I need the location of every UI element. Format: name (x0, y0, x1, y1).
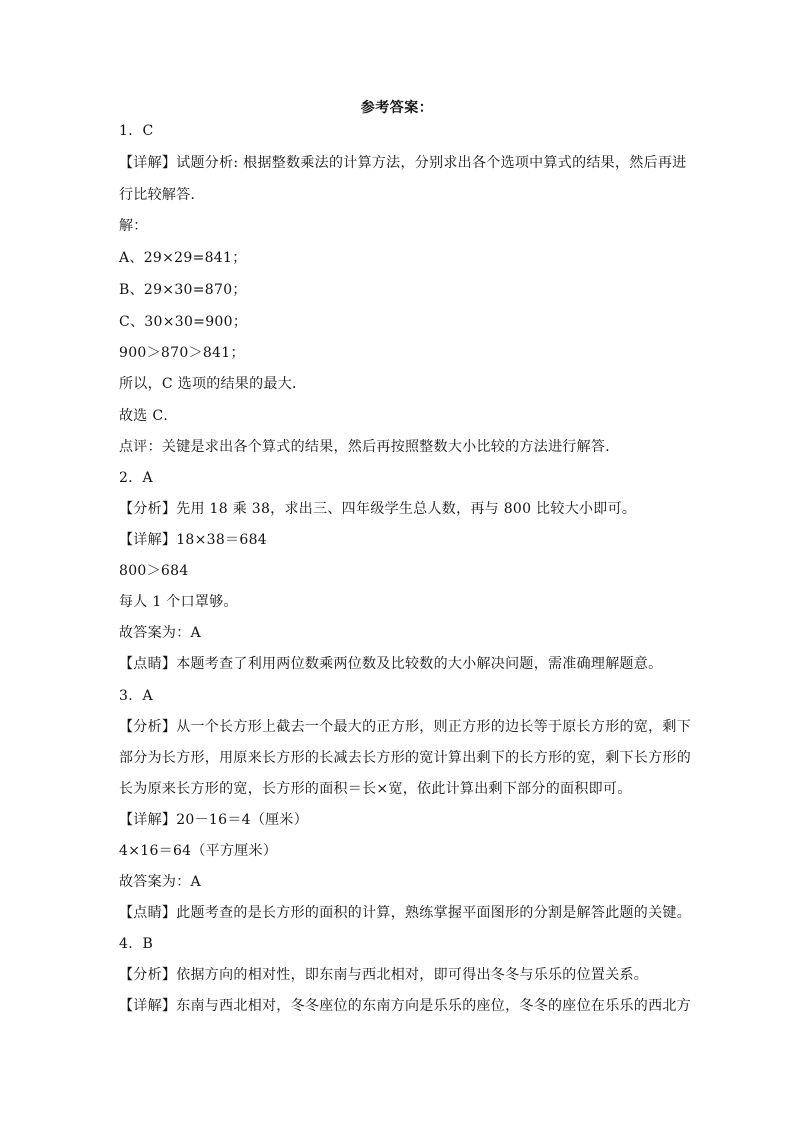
answer-3-choice: 故答案为：A (119, 874, 201, 890)
answer-2-comment: 【点睛】本题考查了利用两位数乘两位数及比较数的大小解决问题，需准确理解题意。 (119, 656, 663, 672)
answer-2-heading: 2．A (119, 470, 153, 486)
answer-4-detail: 【详解】东南与西北相对，冬冬座位的东南方向是乐乐的座位，冬冬的座位在乐乐的西北方 (119, 998, 691, 1014)
page-title: 参考答案： (360, 100, 434, 116)
answer-1-detail-line-1: 【详解】试题分析: 根据整数乘法的计算方法，分别求出各个选项中算式的结果，然后再进 (119, 155, 687, 171)
answer-2-detail: 【详解】18×38＝684 (119, 532, 267, 548)
answer-2-choice: 故答案为：A (119, 625, 201, 641)
answer-1-option-c: C、30×30=900； (119, 314, 248, 330)
answer-1-comparison: 900＞870＞841； (119, 345, 245, 361)
answer-4-analysis: 【分析】依据方向的相对性，即东南与西北相对，即可得出冬冬与乐乐的位置关系。 (119, 967, 649, 983)
answer-3-analysis-line-1: 【分析】从一个长方形上截去一个最大的正方形，则正方形的边长等于原长方形的宽，剩下 (119, 719, 691, 735)
answer-1-heading: 1．C (119, 123, 154, 139)
answer-2-analysis: 【分析】先用 18 乘 38，求出三、四年级学生总人数，再与 800 比较大小即可。 (119, 501, 637, 517)
answer-1-detail-line-2: 行比较解答． (119, 187, 205, 203)
answer-2-conclusion: 每人 1 个口罩够。 (119, 594, 238, 610)
answer-4-heading: 4．B (119, 936, 154, 952)
answer-1-conclusion: 所以，C 选项的结果的最大． (119, 376, 307, 392)
answer-2-comparison: 800＞684 (119, 563, 189, 579)
answer-3-heading: 3．A (119, 688, 153, 704)
answer-3-analysis-line-2: 部分为长方形，用原来长方形的长减去长方形的宽计算出剩下的长方形的宽，剩下长方形的 (119, 750, 691, 766)
answer-1-choice: 故选 C． (119, 408, 178, 424)
answer-1-option-b: B、29×30=870； (119, 282, 247, 298)
answer-3-area: 4×16＝64（平方厘米） (119, 843, 278, 859)
answer-1-comment: 点评：关键是求出各个算式的结果，然后再按照整数大小比较的方法进行解答． (119, 439, 620, 455)
answer-1-solution-label: 解： (119, 218, 148, 234)
answer-1-option-a: A、29×29=841； (119, 250, 247, 266)
answer-3-detail: 【详解】20－16＝4（厘米） (119, 812, 309, 828)
answer-3-analysis-line-3: 长为原来长方形的宽，长方形的面积＝长×宽，依此计算出剩下部分的面积即可。 (119, 781, 632, 797)
answer-3-comment: 【点睛】此题考查的是长方形的面积的计算，熟练掌握平面图形的分割是解答此题的关键。 (119, 905, 691, 921)
